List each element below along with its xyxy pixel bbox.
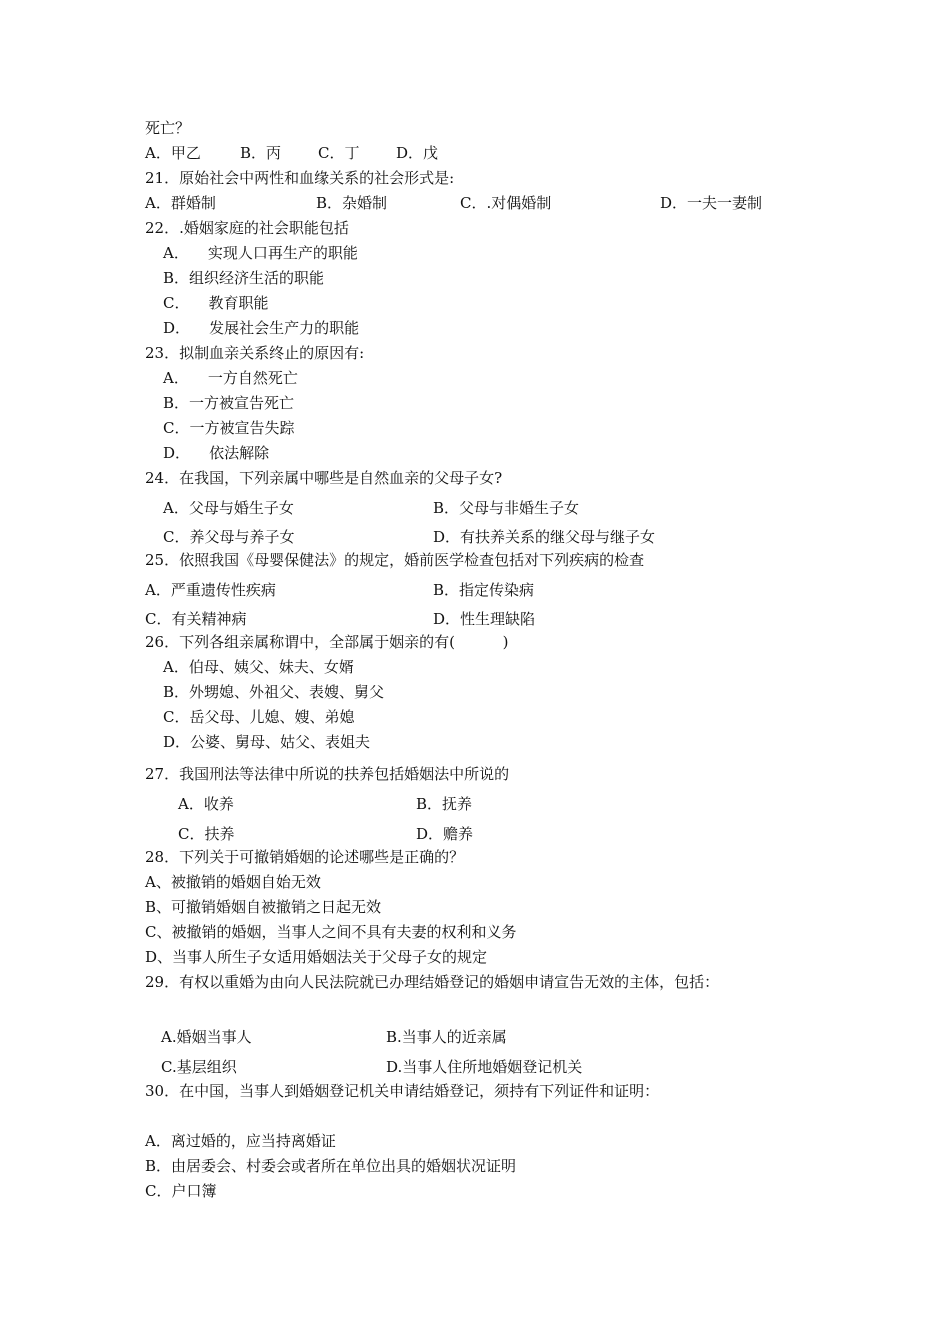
q21-option-c: C．.对偶婚制 <box>460 194 552 212</box>
q23-option-c: C．一方被宣告失踪 <box>163 419 295 437</box>
question-30: 30．在中国，当事人到婚姻登记机关申请结婚登记，须持有下列证件和证明： <box>145 1082 660 1100</box>
q28-option-a: A、被撤销的婚姻自始无效 <box>145 873 321 891</box>
q22-option-b: B．组织经济生活的职能 <box>163 269 325 287</box>
q26-option-d: D．公婆、舅母、姑父、表姐夫 <box>163 733 371 751</box>
q26-option-a: A．伯母、姨父、妹夫、女婿 <box>163 658 354 676</box>
question-29: 29．有权以重婚为由向人民法院就已办理结婚登记的婚姻申请宣告无效的主体，包括： <box>145 973 720 991</box>
q29-option-d: D.当事人住所地婚姻登记机关 <box>386 1058 583 1076</box>
q21-option-a: A．群婚制 <box>145 194 216 212</box>
q30-option-a: A．离过婚的，应当持离婚证 <box>145 1132 336 1150</box>
q28-option-b: B、可撤销婚姻自被撤销之日起无效 <box>145 898 382 916</box>
q23-option-a: A． 一方自然死亡 <box>163 369 298 387</box>
question-28: 28．下列关于可撤销婚姻的论述哪些是正确的？ <box>145 848 465 866</box>
q21-option-b: B．杂婚制 <box>316 194 388 212</box>
q22-option-c: C． 教育职能 <box>163 294 269 312</box>
q20-option-b: B．丙 <box>240 144 282 162</box>
q21-option-d: D．一夫一妻制 <box>660 194 763 212</box>
q27-option-a: A．收养 <box>178 795 234 813</box>
q22-option-a: A． 实现人口再生产的职能 <box>163 244 358 262</box>
q29-option-a: A.婚姻当事人 <box>161 1028 252 1046</box>
q24-option-c: C．养父母与养子女 <box>163 528 295 546</box>
q29-option-c: C.基层组织 <box>161 1058 237 1076</box>
q26-option-b: B．外甥媳、外祖父、表嫂、舅父 <box>163 683 385 701</box>
q27-option-d: D．赡养 <box>416 825 474 843</box>
q20-option-d: D．戊 <box>396 144 439 162</box>
q30-option-c: C．户口簿 <box>145 1182 217 1200</box>
question-27: 27．我国刑法等法律中所说的扶养包括婚姻法中所说的 <box>145 765 510 783</box>
line-death: 死亡？ <box>145 119 191 137</box>
q30-option-b: B．由居委会、村委会或者所在单位出具的婚姻状况证明 <box>145 1157 517 1175</box>
question-25: 25．依照我国《母婴保健法》的规定，婚前医学检查包括对下列疾病的检查 <box>145 551 645 569</box>
q25-option-c: C．有关精神病 <box>145 610 247 628</box>
question-24: 24．在我国，下列亲属中哪些是自然血亲的父母子女? <box>145 469 503 487</box>
q22-option-d: D． 发展社会生产力的职能 <box>163 319 360 337</box>
q27-option-b: B．抚养 <box>416 795 473 813</box>
q23-option-b: B．一方被宣告死亡 <box>163 394 295 412</box>
question-23: 23．拟制血亲关系终止的原因有: <box>145 344 365 362</box>
question-22: 22．.婚姻家庭的社会职能包括 <box>145 219 349 237</box>
question-26: 26．下列各组亲属称谓中，全部属于姻亲的有( ) <box>145 633 509 651</box>
q28-option-c: C、被撤销的婚姻，当事人之间不具有夫妻的权利和义务 <box>145 923 517 941</box>
q24-option-a: A．父母与婚生子女 <box>163 499 294 517</box>
q25-option-b: B．指定传染病 <box>433 581 535 599</box>
q28-option-d: D、当事人所生子女适用婚姻法关于父母子女的规定 <box>145 948 488 966</box>
q25-option-d: D．性生理缺陷 <box>433 610 536 628</box>
q26-option-c: C．岳父母、儿媳、嫂、弟媳 <box>163 708 355 726</box>
question-21: 21．原始社会中两性和血缘关系的社会形式是: <box>145 169 455 187</box>
q29-option-b: B.当事人的近亲属 <box>386 1028 507 1046</box>
q24-option-d: D．有扶养关系的继父母与继子女 <box>433 528 656 546</box>
q25-option-a: A．严重遗传性疾病 <box>145 581 276 599</box>
q23-option-d: D． 依法解除 <box>163 444 270 462</box>
q20-option-c: C．丁 <box>318 144 360 162</box>
q27-option-c: C．扶养 <box>178 825 235 843</box>
q20-option-a: A．甲乙 <box>145 144 201 162</box>
q24-option-b: B．父母与非婚生子女 <box>433 499 580 517</box>
